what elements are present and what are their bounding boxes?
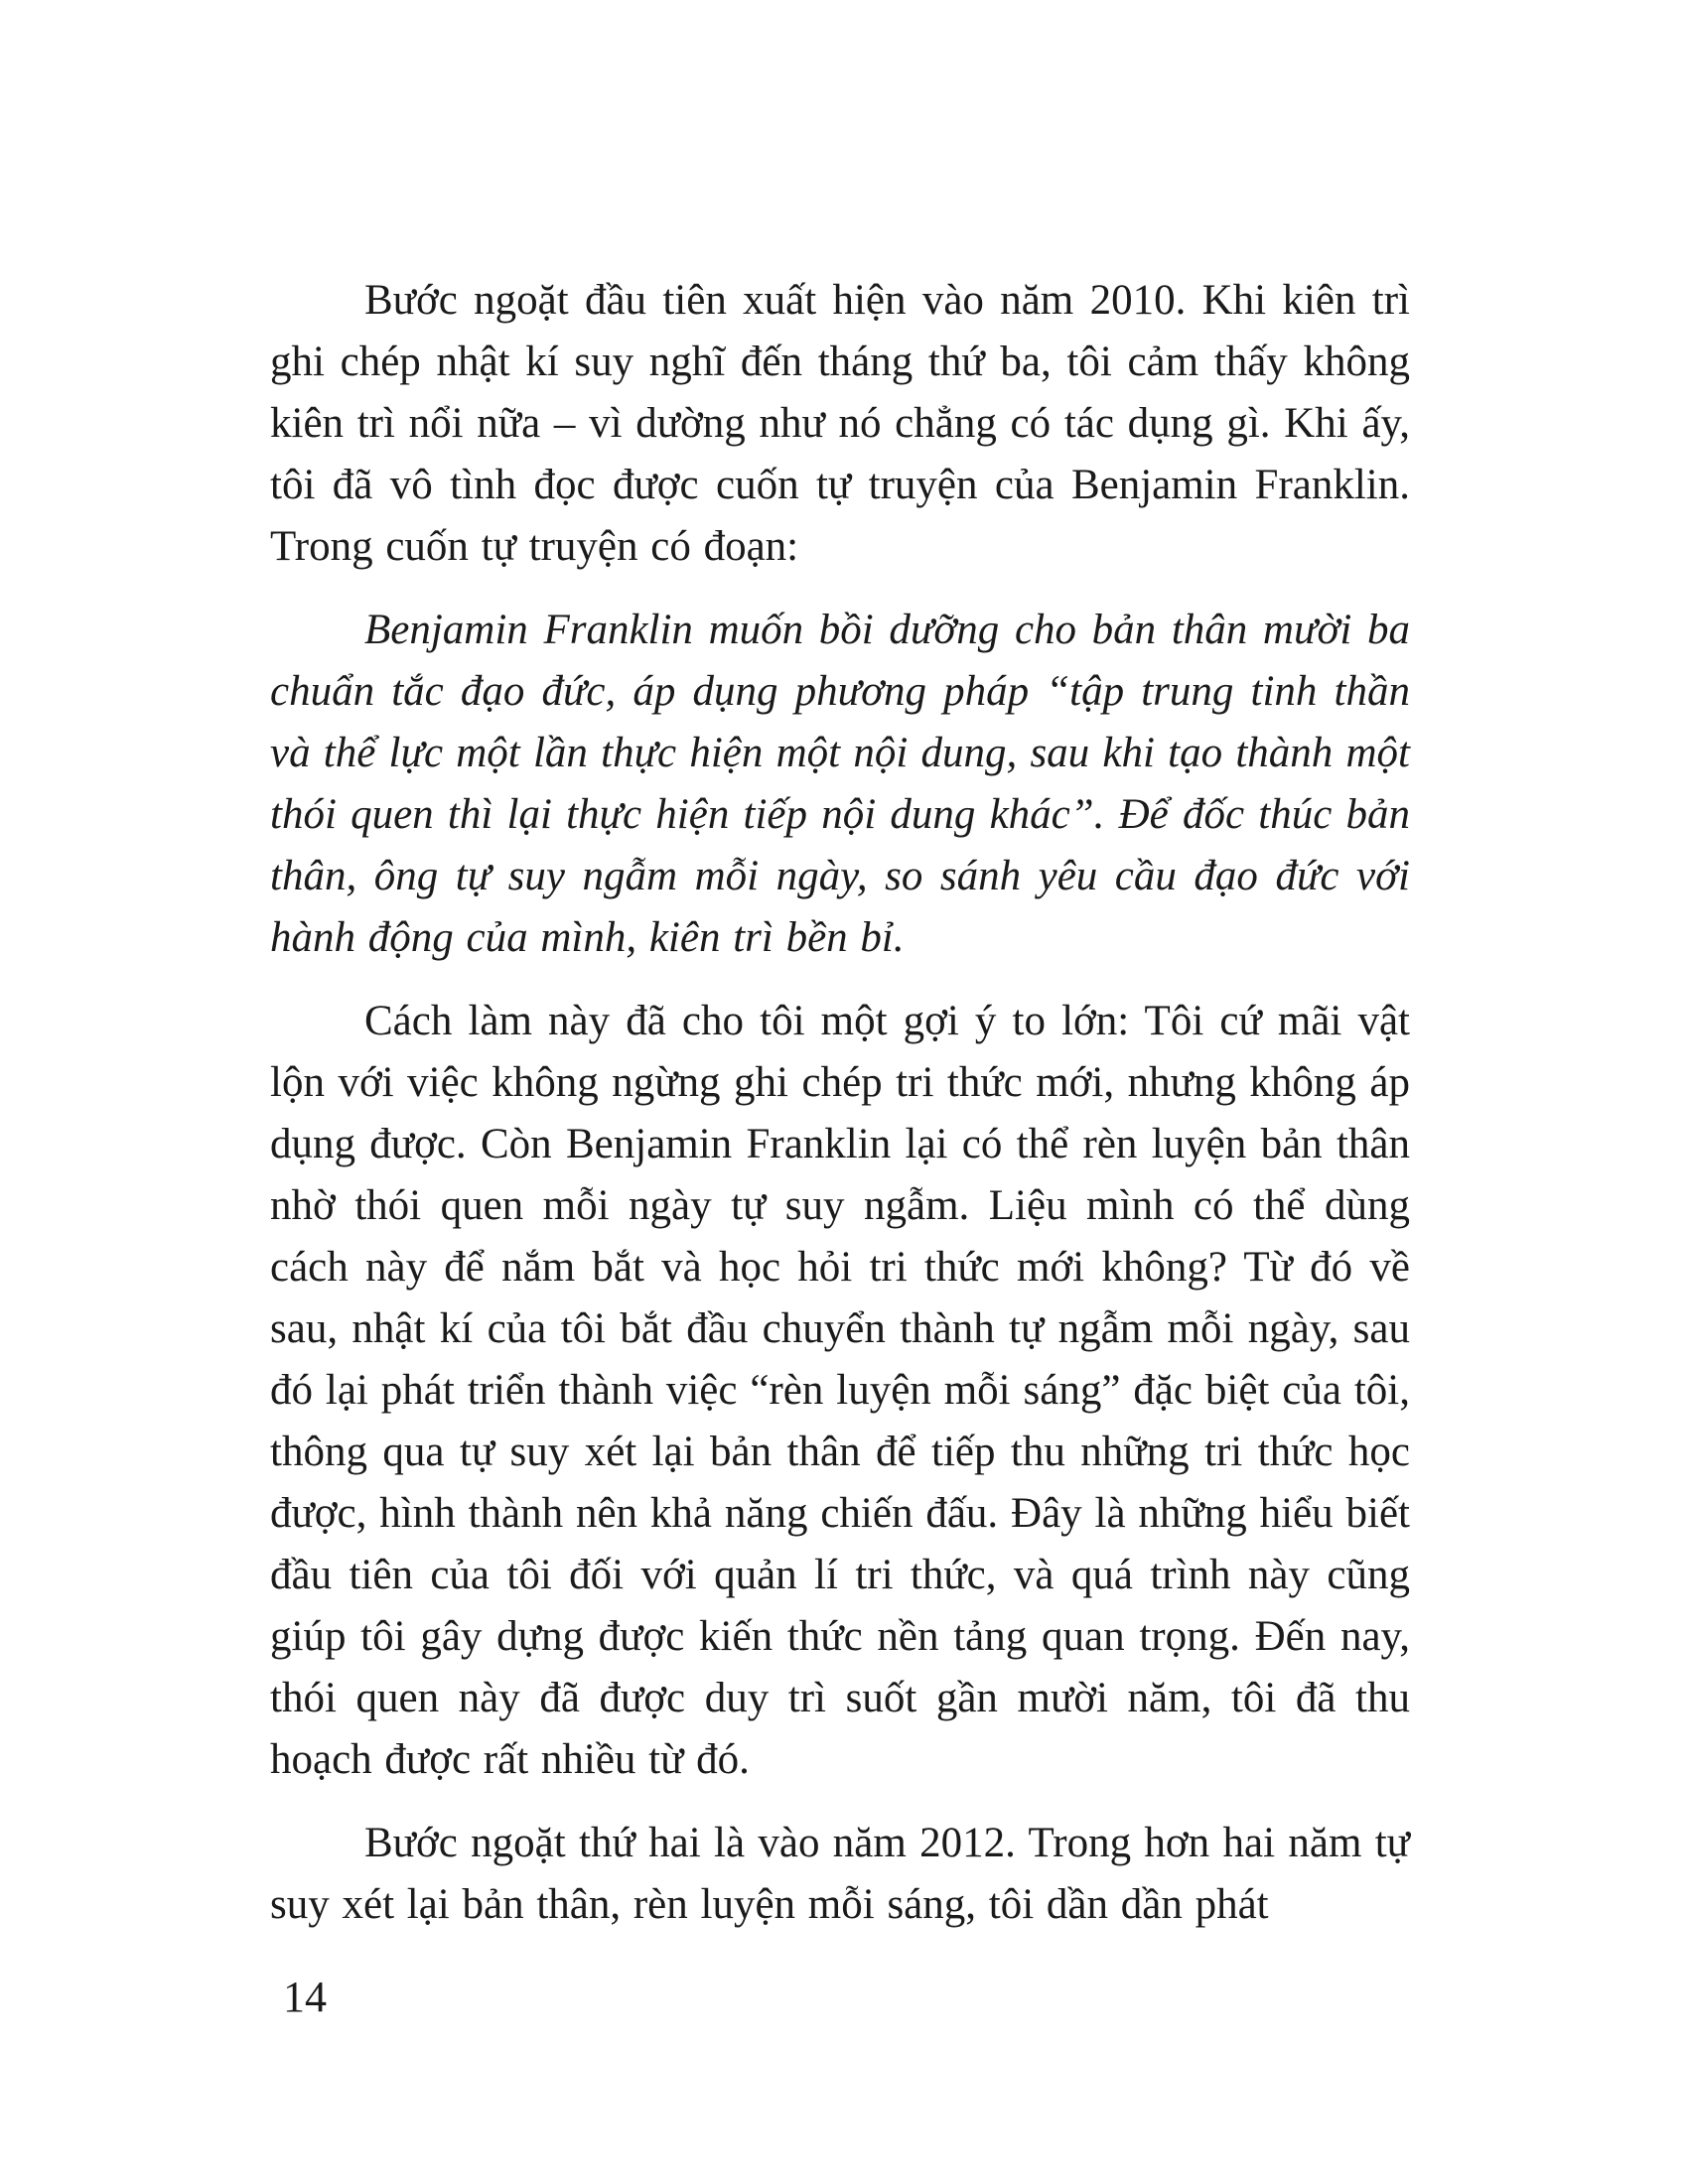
- paragraph-reflection-habit: Cách làm này đã cho tôi một gợi ý to lớn: Tôi cứ mãi vật lộn với việc không ngừng ghi chép tri thức mới, nhưng không áp dụng được. Còn Benjamin Franklin lại có thể rèn luyện bản thân nhờ thói quen mỗi ngày tự suy ngẫm. Liệu mình có thể dùng cách này để nắm bắt và học hỏi tri thức mới không? Từ đó về sau, nhật kí của tôi bắt đầu chuyển thành tự ngẫm mỗi ngày, sau đó lại phát triển thành việc “rèn luyện mỗi sáng” đặc biệt của tôi, thông qua tự suy xét lại bản thân để tiếp thu những tri thức học được, hình thành nên khả năng chiến đấu. Đây là những hiểu biết đầu tiên của tôi đối với quản lí tri thức, và quá trình này cũng giúp tôi gây dựng được kiến thức nền tảng quan trọng. Đến nay, thói quen này đã được duy trì suốt gần mười năm, tôi đã thu hoạch được rất nhiều từ đó.: [270, 998, 1410, 1783]
- paragraph-second-turning-point: Bước ngoặt thứ hai là vào năm 2012. Trong hơn hai năm tự suy xét lại bản thân, rèn luyện mỗi sáng, tôi dần dần phát: [270, 1820, 1410, 1928]
- page-number: 14: [283, 1973, 327, 2021]
- paragraph-first-turning-point: Bước ngoặt đầu tiên xuất hiện vào năm 2010. Khi kiên trì ghi chép nhật kí suy nghĩ đến tháng thứ ba, tôi cảm thấy không kiên trì nổi nữa – vì dường như nó chẳng có tác dụng gì. Khi ấy, tôi đã vô tình đọc được cuốn tự truyện của Benjamin Franklin. Trong cuốn tự truyện có đoạn:: [270, 277, 1410, 570]
- blockquote-benjamin-franklin: Benjamin Franklin muốn bồi dưỡng cho bản thân mười ba chuẩn tắc đạo đức, áp dụng phương pháp “tập trung tinh thần và thể lực một lần thực hiện một nội dung, sau khi tạo thành một thói quen thì lại thực hiện tiếp nội dung khác”. Để đốc thúc bản thân, ông tự suy ngẫm mỗi ngày, so sánh yêu cầu đạo đức với hành động của mình, kiên trì bền bỉ.: [270, 607, 1410, 961]
- page-content: [270, 270, 1410, 1958]
